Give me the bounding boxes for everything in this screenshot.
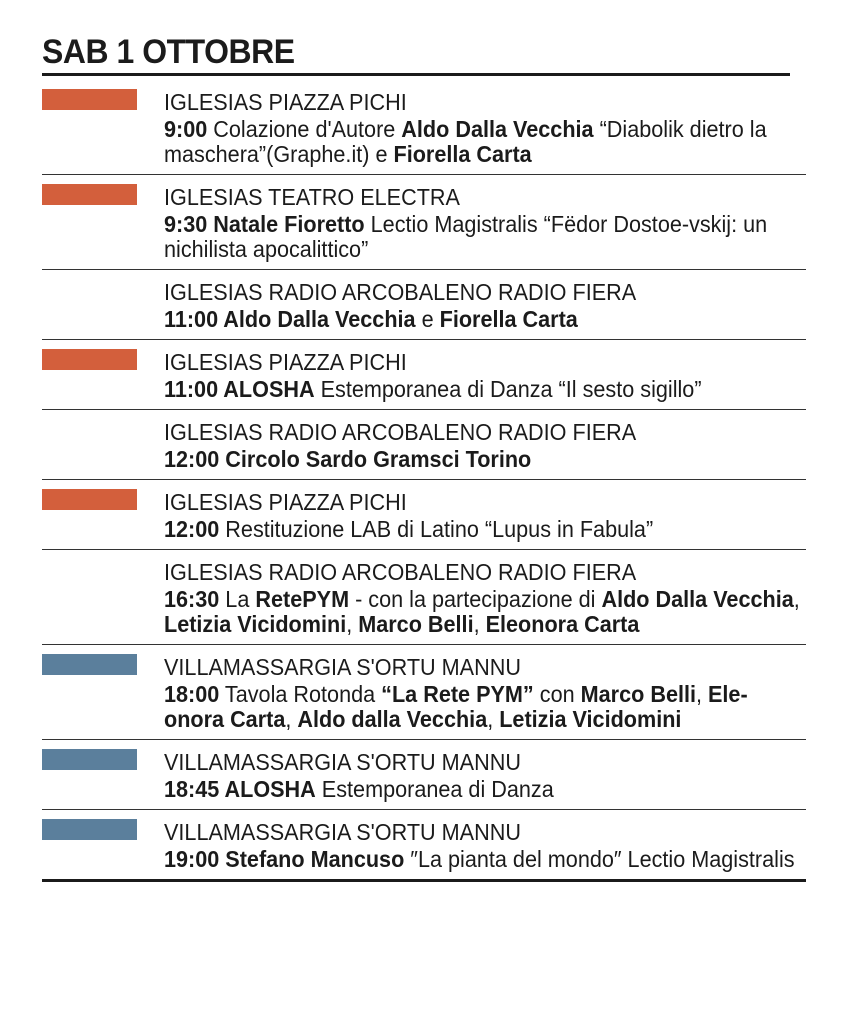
event-row	[42, 410, 806, 480]
event-venue: VILLAMASSARGIA S'ORTU MANNU	[164, 819, 521, 845]
event-venue: VILLAMASSARGIA S'ORTU MANNU	[164, 654, 521, 680]
event-text: Tavola Rotonda	[219, 681, 382, 707]
title-rule	[42, 73, 790, 76]
event-venue: IGLESIAS TEATRO ELECTRA	[164, 184, 460, 210]
event-description	[164, 377, 804, 402]
event-description	[164, 117, 804, 167]
event-row	[42, 550, 806, 645]
event-highlight: 9:00	[164, 116, 208, 142]
event-highlight: Aldo Dalla Vecchia	[601, 586, 794, 612]
event-text: - con la partecipazione di	[349, 586, 602, 612]
event-description	[164, 517, 804, 542]
event-text: Restituzione LAB di Latino “Lupus in Fabula”	[219, 516, 654, 542]
event-row	[42, 175, 806, 270]
event-text: con	[533, 681, 581, 707]
venue-color-marker	[42, 489, 137, 510]
event-highlight: 12:00 Circolo Sardo Gramsci Torino	[164, 446, 532, 472]
event-highlight: 11:00 Aldo Dalla Vecchia	[164, 306, 416, 332]
venue-color-marker	[42, 654, 137, 675]
event-venue: IGLESIAS RADIO ARCOBALENO RADIO FIERA	[164, 559, 637, 585]
event-highlight: 11:00 ALOSHA	[164, 376, 315, 402]
event-highlight: Marco Belli	[358, 611, 474, 637]
day-title: SAB 1 OTTOBRE	[42, 33, 295, 71]
event-row	[42, 740, 806, 810]
venue-color-marker	[42, 349, 137, 370]
event-text: ,	[695, 681, 709, 707]
event-highlight: Fiorella Carta	[439, 306, 578, 332]
event-description	[164, 587, 804, 637]
venue-color-marker	[42, 819, 137, 840]
event-text: Colazione d'Autore	[207, 116, 402, 142]
event-highlight: Eleonora Carta	[485, 611, 640, 637]
event-row	[42, 340, 806, 410]
event-description	[164, 212, 804, 262]
event-highlight: Fiorella Carta	[393, 141, 532, 167]
event-highlight: 19:00 Stefano Mancuso	[164, 846, 405, 872]
event-highlight: 18:00	[164, 681, 220, 707]
event-highlight: Letizia Vicidomini	[499, 706, 682, 732]
event-text: ,	[473, 611, 486, 637]
event-text: ,	[346, 611, 359, 637]
event-highlight: 12:00	[164, 516, 220, 542]
event-row	[42, 810, 806, 882]
event-text: Estemporanea di Danza	[315, 776, 554, 802]
event-row	[42, 480, 806, 550]
venue-color-marker	[42, 749, 137, 770]
event-highlight: Aldo dalla Vecchia	[297, 706, 488, 732]
event-list	[42, 80, 806, 882]
event-text: Lectio Magistralis “Fëdor Dostoe-vskij: un nichilista apocalittico”	[164, 211, 768, 262]
event-highlight: Letizia Vicidomini	[164, 611, 347, 637]
event-text: ,	[487, 706, 500, 732]
event-highlight: 16:30	[164, 586, 220, 612]
venue-color-marker	[42, 184, 137, 205]
event-row	[42, 270, 806, 340]
event-venue: IGLESIAS PIAZZA PICHI	[164, 489, 407, 515]
event-text: Estemporanea di Danza “Il sesto sigillo”	[314, 376, 702, 402]
event-text: ,	[793, 586, 800, 612]
event-venue: IGLESIAS PIAZZA PICHI	[164, 349, 407, 375]
event-highlight: Marco Belli	[580, 681, 696, 707]
event-row	[42, 645, 806, 740]
venue-color-marker	[42, 89, 137, 110]
event-highlight: 18:45 ALOSHA	[164, 776, 316, 802]
event-venue: IGLESIAS RADIO ARCOBALENO RADIO FIERA	[164, 419, 637, 445]
event-highlight: “La Rete PYM”	[381, 681, 534, 707]
event-text: La	[219, 586, 256, 612]
event-description	[164, 307, 804, 332]
event-highlight: RetePYM	[255, 586, 350, 612]
event-description	[164, 682, 804, 732]
event-text: e	[415, 306, 440, 332]
event-description	[164, 447, 804, 472]
event-venue: IGLESIAS PIAZZA PICHI	[164, 89, 407, 115]
event-highlight: Ele-onora Carta	[164, 681, 748, 732]
event-description	[164, 847, 804, 872]
event-row	[42, 80, 806, 175]
event-text: ,	[285, 706, 298, 732]
event-text: ″La pianta del mondo″ Lectio Magistralis	[404, 846, 795, 872]
event-description	[164, 777, 804, 802]
event-highlight: Aldo Dalla Vecchia	[401, 116, 594, 142]
event-highlight: 9:30 Natale Fioretto	[164, 211, 365, 237]
event-venue: IGLESIAS RADIO ARCOBALENO RADIO FIERA	[164, 279, 637, 305]
event-text: “Diabolik dietro la maschera”(Graphe.it) e	[164, 116, 767, 167]
event-venue: VILLAMASSARGIA S'ORTU MANNU	[164, 749, 521, 775]
